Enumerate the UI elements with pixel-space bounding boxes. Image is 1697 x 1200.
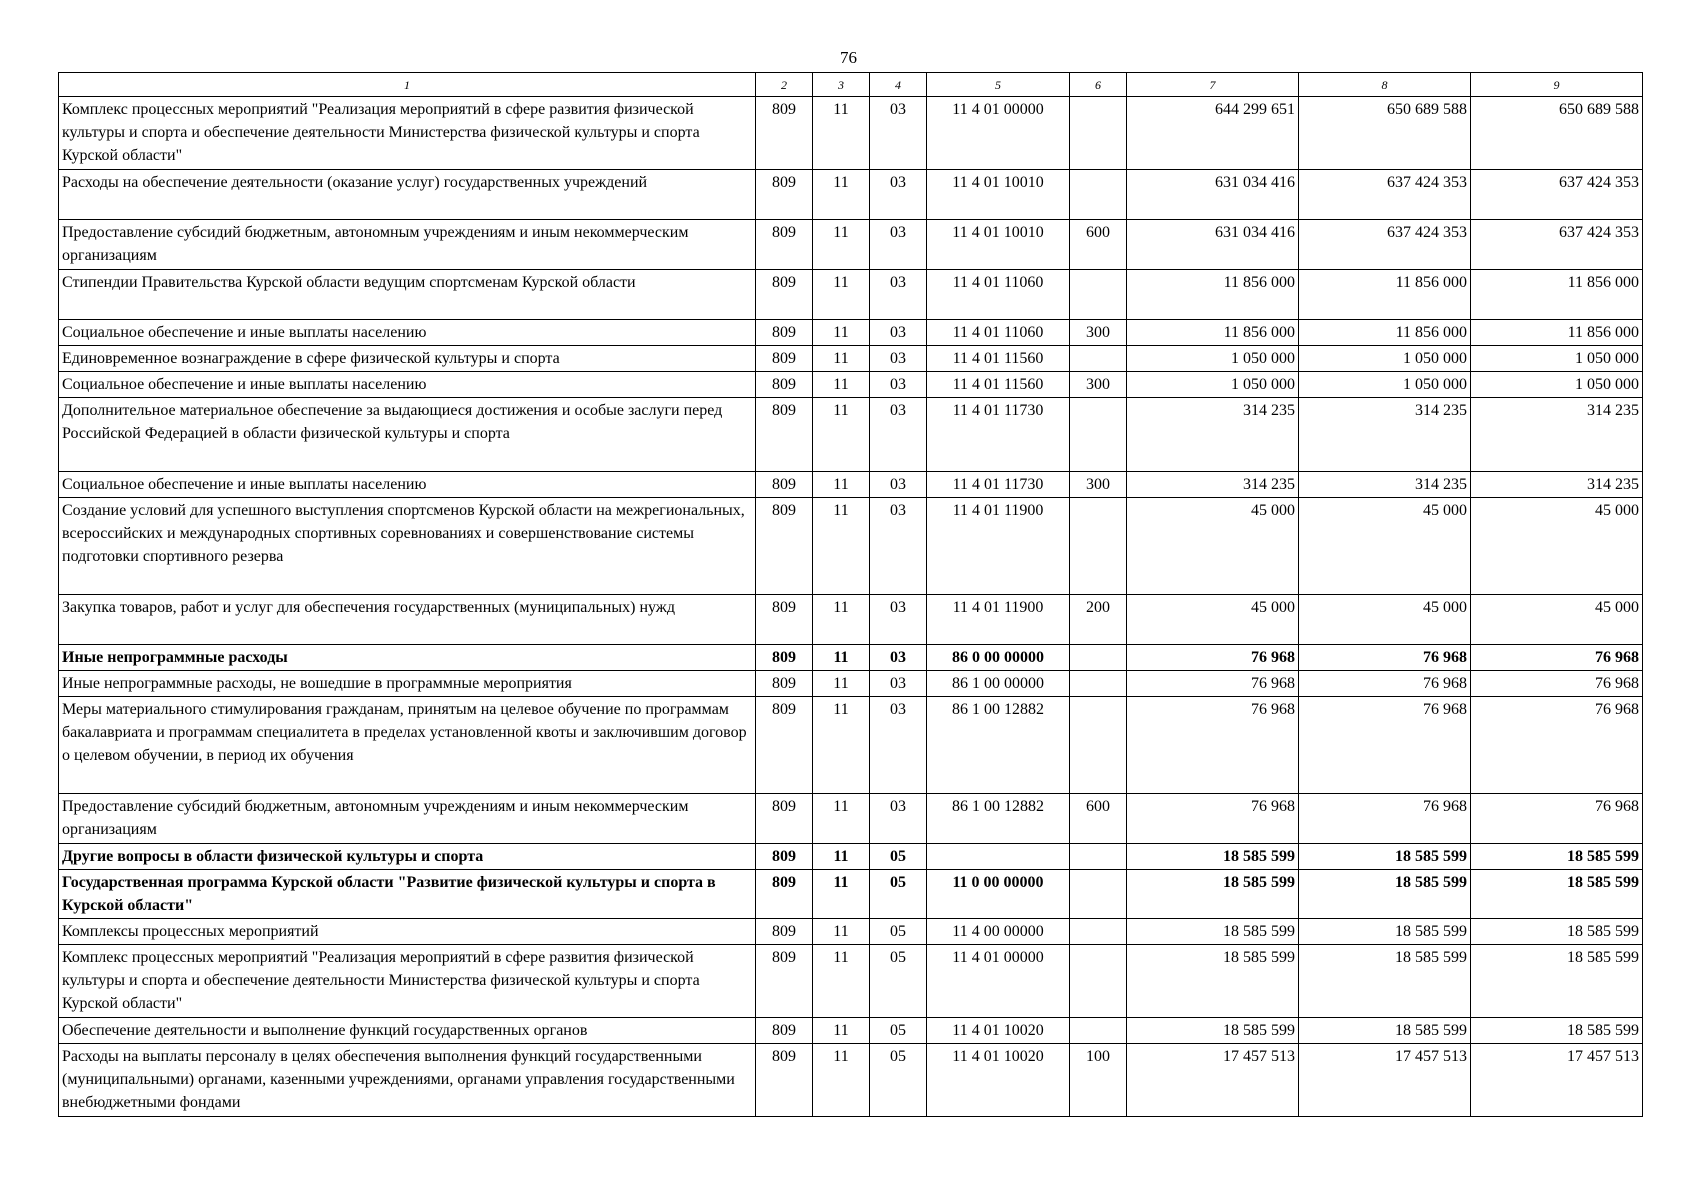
cell-amount-col9: 637 424 353 xyxy=(1471,220,1643,270)
table-row xyxy=(59,320,1643,346)
col-header-7: 7 xyxy=(1127,73,1299,97)
cell-amount-col9: 1 050 000 xyxy=(1471,372,1643,398)
cell-amount-col7: 18 585 599 xyxy=(1127,919,1299,945)
cell-amount-col7: 18 585 599 xyxy=(1127,1018,1299,1044)
cell-amount-col7: 1 050 000 xyxy=(1127,346,1299,372)
cell-target-article: 11 4 01 11560 xyxy=(927,372,1070,398)
cell-subsection: 05 xyxy=(870,919,927,945)
cell-section: 11 xyxy=(813,794,870,844)
cell-subsection: 03 xyxy=(870,671,927,697)
row-name: Социальное обеспечение и иные выплаты населению xyxy=(59,372,756,398)
cell-subsection: 03 xyxy=(870,645,927,671)
cell-expense-type xyxy=(1070,645,1127,671)
table-row xyxy=(59,697,1643,794)
cell-expense-type: 100 xyxy=(1070,1044,1127,1117)
cell-amount-col9: 18 585 599 xyxy=(1471,844,1643,870)
row-name: Предоставление субсидий бюджетным, автономным учреждениям и иным некоммерческим организациям xyxy=(59,220,756,270)
cell-subsection: 05 xyxy=(870,844,927,870)
table-row xyxy=(59,595,1643,645)
cell-ministry-code: 809 xyxy=(756,170,813,220)
table-row xyxy=(59,1044,1643,1117)
table-row xyxy=(59,671,1643,697)
cell-expense-type xyxy=(1070,671,1127,697)
cell-amount-col9: 76 968 xyxy=(1471,697,1643,794)
col-header-4: 4 xyxy=(870,73,927,97)
cell-target-article: 11 0 00 00000 xyxy=(927,870,1070,919)
cell-amount-col9: 45 000 xyxy=(1471,595,1643,645)
cell-subsection: 05 xyxy=(870,1044,927,1117)
cell-amount-col8: 76 968 xyxy=(1299,671,1471,697)
cell-amount-col8: 1 050 000 xyxy=(1299,346,1471,372)
cell-subsection: 03 xyxy=(870,346,927,372)
cell-amount-col8: 45 000 xyxy=(1299,498,1471,595)
cell-target-article: 11 4 01 11900 xyxy=(927,595,1070,645)
cell-amount-col7: 18 585 599 xyxy=(1127,945,1299,1018)
page-number: 76 xyxy=(840,48,857,67)
cell-section: 11 xyxy=(813,919,870,945)
cell-amount-col9: 11 856 000 xyxy=(1471,320,1643,346)
cell-expense-type xyxy=(1070,346,1127,372)
cell-target-article: 11 4 01 11060 xyxy=(927,320,1070,346)
cell-amount-col7: 76 968 xyxy=(1127,671,1299,697)
cell-amount-col8: 17 457 513 xyxy=(1299,1044,1471,1117)
table-row xyxy=(59,498,1643,595)
cell-expense-type xyxy=(1070,945,1127,1018)
cell-subsection: 03 xyxy=(870,697,927,794)
cell-target-article: 11 4 01 00000 xyxy=(927,945,1070,1018)
table-row xyxy=(59,844,1643,870)
cell-ministry-code: 809 xyxy=(756,97,813,170)
cell-amount-col8: 18 585 599 xyxy=(1299,919,1471,945)
cell-expense-type xyxy=(1070,844,1127,870)
row-name: Расходы на выплаты персоналу в целях обеспечения выполнения функций государственными (муниципальными) органами, казенными учреждениями, органами управления государственными внебюджетными фондами xyxy=(59,1044,756,1117)
cell-ministry-code: 809 xyxy=(756,498,813,595)
cell-amount-col9: 11 856 000 xyxy=(1471,270,1643,320)
cell-section: 11 xyxy=(813,346,870,372)
row-name: Обеспечение деятельности и выполнение функций государственных органов xyxy=(59,1018,756,1044)
cell-target-article: 11 4 00 00000 xyxy=(927,919,1070,945)
cell-amount-col9: 45 000 xyxy=(1471,498,1643,595)
cell-amount-col7: 631 034 416 xyxy=(1127,220,1299,270)
row-name: Иные непрограммные расходы xyxy=(59,645,756,671)
cell-ministry-code: 809 xyxy=(756,919,813,945)
cell-target-article: 11 4 01 10020 xyxy=(927,1018,1070,1044)
cell-expense-type: 200 xyxy=(1070,595,1127,645)
row-name: Стипендии Правительства Курской области ведущим спортсменам Курской области xyxy=(59,270,756,320)
cell-subsection: 05 xyxy=(870,870,927,919)
cell-expense-type xyxy=(1070,270,1127,320)
cell-amount-col8: 637 424 353 xyxy=(1299,170,1471,220)
cell-amount-col9: 76 968 xyxy=(1471,671,1643,697)
cell-ministry-code: 809 xyxy=(756,320,813,346)
col-header-3: 3 xyxy=(813,73,870,97)
row-name: Иные непрограммные расходы, не вошедшие в программные мероприятия xyxy=(59,671,756,697)
row-name: Меры материального стимулирования гражданам, принятым на целевое обучение по программам бакалавриата и программам специалитета в пределах установленной квоты и заключившим договор о целевом обучении, в период их обучения xyxy=(59,697,756,794)
cell-expense-type xyxy=(1070,697,1127,794)
cell-section: 11 xyxy=(813,270,870,320)
table-row xyxy=(59,220,1643,270)
cell-section: 11 xyxy=(813,945,870,1018)
cell-target-article: 11 4 01 11730 xyxy=(927,398,1070,472)
cell-expense-type xyxy=(1070,498,1127,595)
cell-ministry-code: 809 xyxy=(756,671,813,697)
table-row xyxy=(59,270,1643,320)
cell-amount-col7: 314 235 xyxy=(1127,472,1299,498)
row-name: Закупка товаров, работ и услуг для обеспечения государственных (муниципальных) нужд xyxy=(59,595,756,645)
cell-ministry-code: 809 xyxy=(756,220,813,270)
row-name: Создание условий для успешного выступления спортсменов Курской области на межрегиональных, всероссийских и международных спортивных соревнованиях и совершенствование системы подготовки спортивного резерва xyxy=(59,498,756,595)
cell-ministry-code: 809 xyxy=(756,595,813,645)
row-name: Социальное обеспечение и иные выплаты населению xyxy=(59,320,756,346)
table-body xyxy=(59,97,1643,1117)
column-number-row xyxy=(59,73,1643,97)
cell-amount-col7: 45 000 xyxy=(1127,595,1299,645)
cell-ministry-code: 809 xyxy=(756,1018,813,1044)
cell-amount-col8: 18 585 599 xyxy=(1299,870,1471,919)
cell-target-article: 86 1 00 12882 xyxy=(927,697,1070,794)
cell-amount-col8: 1 050 000 xyxy=(1299,372,1471,398)
cell-target-article: 11 4 01 10020 xyxy=(927,1044,1070,1117)
cell-ministry-code: 809 xyxy=(756,270,813,320)
cell-section: 11 xyxy=(813,220,870,270)
cell-amount-col8: 314 235 xyxy=(1299,398,1471,472)
cell-subsection: 03 xyxy=(870,498,927,595)
cell-subsection: 05 xyxy=(870,945,927,1018)
cell-amount-col8: 45 000 xyxy=(1299,595,1471,645)
cell-amount-col7: 17 457 513 xyxy=(1127,1044,1299,1117)
cell-amount-col7: 631 034 416 xyxy=(1127,170,1299,220)
cell-amount-col8: 637 424 353 xyxy=(1299,220,1471,270)
cell-section: 11 xyxy=(813,170,870,220)
cell-amount-col8: 11 856 000 xyxy=(1299,270,1471,320)
col-header-6: 6 xyxy=(1070,73,1127,97)
cell-target-article: 86 0 00 00000 xyxy=(927,645,1070,671)
cell-section: 11 xyxy=(813,498,870,595)
cell-subsection: 03 xyxy=(870,170,927,220)
cell-target-article: 11 4 01 10010 xyxy=(927,170,1070,220)
cell-target-article: 86 1 00 12882 xyxy=(927,794,1070,844)
cell-amount-col9: 314 235 xyxy=(1471,398,1643,472)
cell-amount-col8: 76 968 xyxy=(1299,697,1471,794)
cell-amount-col9: 76 968 xyxy=(1471,794,1643,844)
cell-target-article: 86 1 00 00000 xyxy=(927,671,1070,697)
cell-expense-type: 600 xyxy=(1070,794,1127,844)
cell-section: 11 xyxy=(813,320,870,346)
cell-expense-type xyxy=(1070,919,1127,945)
cell-subsection: 03 xyxy=(870,372,927,398)
cell-ministry-code: 809 xyxy=(756,945,813,1018)
table-row xyxy=(59,346,1643,372)
cell-amount-col9: 18 585 599 xyxy=(1471,870,1643,919)
cell-amount-col9: 17 457 513 xyxy=(1471,1044,1643,1117)
cell-section: 11 xyxy=(813,472,870,498)
cell-amount-col9: 1 050 000 xyxy=(1471,346,1643,372)
cell-amount-col8: 76 968 xyxy=(1299,645,1471,671)
cell-target-article: 11 4 01 11900 xyxy=(927,498,1070,595)
table-row xyxy=(59,398,1643,472)
cell-amount-col9: 18 585 599 xyxy=(1471,945,1643,1018)
cell-section: 11 xyxy=(813,844,870,870)
cell-section: 11 xyxy=(813,697,870,794)
budget-table xyxy=(58,72,1643,1117)
cell-amount-col8: 11 856 000 xyxy=(1299,320,1471,346)
cell-ministry-code: 809 xyxy=(756,372,813,398)
cell-section: 11 xyxy=(813,1018,870,1044)
cell-ministry-code: 809 xyxy=(756,844,813,870)
cell-amount-col9: 637 424 353 xyxy=(1471,170,1643,220)
cell-expense-type: 300 xyxy=(1070,320,1127,346)
cell-subsection: 03 xyxy=(870,595,927,645)
row-name: Расходы на обеспечение деятельности (оказание услуг) государственных учреждений xyxy=(59,170,756,220)
cell-target-article: 11 4 01 00000 xyxy=(927,97,1070,170)
table-row xyxy=(59,472,1643,498)
cell-subsection: 03 xyxy=(870,472,927,498)
table-row xyxy=(59,1018,1643,1044)
cell-expense-type xyxy=(1070,97,1127,170)
row-name: Социальное обеспечение и иные выплаты населению xyxy=(59,472,756,498)
cell-amount-col9: 76 968 xyxy=(1471,645,1643,671)
cell-subsection: 03 xyxy=(870,270,927,320)
row-name: Единовременное вознаграждение в сфере физической культуры и спорта xyxy=(59,346,756,372)
cell-amount-col8: 314 235 xyxy=(1299,472,1471,498)
cell-section: 11 xyxy=(813,645,870,671)
cell-amount-col7: 314 235 xyxy=(1127,398,1299,472)
cell-section: 11 xyxy=(813,97,870,170)
cell-subsection: 03 xyxy=(870,794,927,844)
table-row xyxy=(59,945,1643,1018)
row-name: Комплекс процессных мероприятий "Реализация мероприятий в сфере развития физической культуры и спорта и обеспечение деятельности Министерства физической культуры и спорта Курской области" xyxy=(59,97,756,170)
col-header-8: 8 xyxy=(1299,73,1471,97)
cell-subsection: 03 xyxy=(870,97,927,170)
cell-section: 11 xyxy=(813,1044,870,1117)
cell-expense-type: 600 xyxy=(1070,220,1127,270)
cell-ministry-code: 809 xyxy=(756,472,813,498)
cell-expense-type xyxy=(1070,398,1127,472)
cell-target-article xyxy=(927,844,1070,870)
col-header-1: 1 xyxy=(59,73,756,97)
table-row xyxy=(59,919,1643,945)
cell-ministry-code: 809 xyxy=(756,398,813,472)
cell-ministry-code: 809 xyxy=(756,346,813,372)
cell-amount-col7: 45 000 xyxy=(1127,498,1299,595)
cell-amount-col8: 18 585 599 xyxy=(1299,1018,1471,1044)
cell-target-article: 11 4 01 11060 xyxy=(927,270,1070,320)
cell-amount-col9: 18 585 599 xyxy=(1471,1018,1643,1044)
cell-subsection: 03 xyxy=(870,220,927,270)
cell-expense-type xyxy=(1070,170,1127,220)
row-name: Государственная программа Курской области "Развитие физической культуры и спорта в Курской области" xyxy=(59,870,756,919)
row-name: Предоставление субсидий бюджетным, автономным учреждениям и иным некоммерческим организациям xyxy=(59,794,756,844)
cell-amount-col7: 1 050 000 xyxy=(1127,372,1299,398)
cell-amount-col7: 76 968 xyxy=(1127,645,1299,671)
table-row xyxy=(59,372,1643,398)
cell-expense-type: 300 xyxy=(1070,372,1127,398)
table-row xyxy=(59,170,1643,220)
col-header-5: 5 xyxy=(927,73,1070,97)
cell-amount-col9: 650 689 588 xyxy=(1471,97,1643,170)
cell-subsection: 03 xyxy=(870,398,927,472)
cell-section: 11 xyxy=(813,595,870,645)
cell-target-article: 11 4 01 10010 xyxy=(927,220,1070,270)
cell-ministry-code: 809 xyxy=(756,645,813,671)
cell-target-article: 11 4 01 11560 xyxy=(927,346,1070,372)
cell-amount-col8: 650 689 588 xyxy=(1299,97,1471,170)
cell-expense-type xyxy=(1070,1018,1127,1044)
row-name: Комплексы процессных мероприятий xyxy=(59,919,756,945)
col-header-9: 9 xyxy=(1471,73,1643,97)
cell-target-article: 11 4 01 11730 xyxy=(927,472,1070,498)
row-name: Комплекс процессных мероприятий "Реализация мероприятий в сфере развития физической культуры и спорта и обеспечение деятельности Министерства физической культуры и спорта Курской области" xyxy=(59,945,756,1018)
cell-amount-col7: 11 856 000 xyxy=(1127,320,1299,346)
col-header-2: 2 xyxy=(756,73,813,97)
cell-ministry-code: 809 xyxy=(756,794,813,844)
row-name: Дополнительное материальное обеспечение за выдающиеся достижения и особые заслуги перед Российской Федерацией в области физической культуры и спорта xyxy=(59,398,756,472)
row-name: Другие вопросы в области физической культуры и спорта xyxy=(59,844,756,870)
cell-expense-type: 300 xyxy=(1070,472,1127,498)
cell-ministry-code: 809 xyxy=(756,870,813,919)
cell-amount-col8: 18 585 599 xyxy=(1299,844,1471,870)
cell-amount-col7: 18 585 599 xyxy=(1127,844,1299,870)
table-row xyxy=(59,794,1643,844)
cell-section: 11 xyxy=(813,870,870,919)
cell-ministry-code: 809 xyxy=(756,1044,813,1117)
cell-amount-col7: 644 299 651 xyxy=(1127,97,1299,170)
cell-ministry-code: 809 xyxy=(756,697,813,794)
cell-amount-col9: 18 585 599 xyxy=(1471,919,1643,945)
table-row xyxy=(59,870,1643,919)
cell-amount-col7: 18 585 599 xyxy=(1127,870,1299,919)
cell-subsection: 03 xyxy=(870,320,927,346)
cell-amount-col9: 314 235 xyxy=(1471,472,1643,498)
table-row xyxy=(59,97,1643,170)
cell-section: 11 xyxy=(813,671,870,697)
cell-subsection: 05 xyxy=(870,1018,927,1044)
cell-amount-col8: 18 585 599 xyxy=(1299,945,1471,1018)
cell-expense-type xyxy=(1070,870,1127,919)
cell-section: 11 xyxy=(813,372,870,398)
cell-section: 11 xyxy=(813,398,870,472)
cell-amount-col8: 76 968 xyxy=(1299,794,1471,844)
cell-amount-col7: 76 968 xyxy=(1127,697,1299,794)
table-row xyxy=(59,645,1643,671)
cell-amount-col7: 76 968 xyxy=(1127,794,1299,844)
cell-amount-col7: 11 856 000 xyxy=(1127,270,1299,320)
